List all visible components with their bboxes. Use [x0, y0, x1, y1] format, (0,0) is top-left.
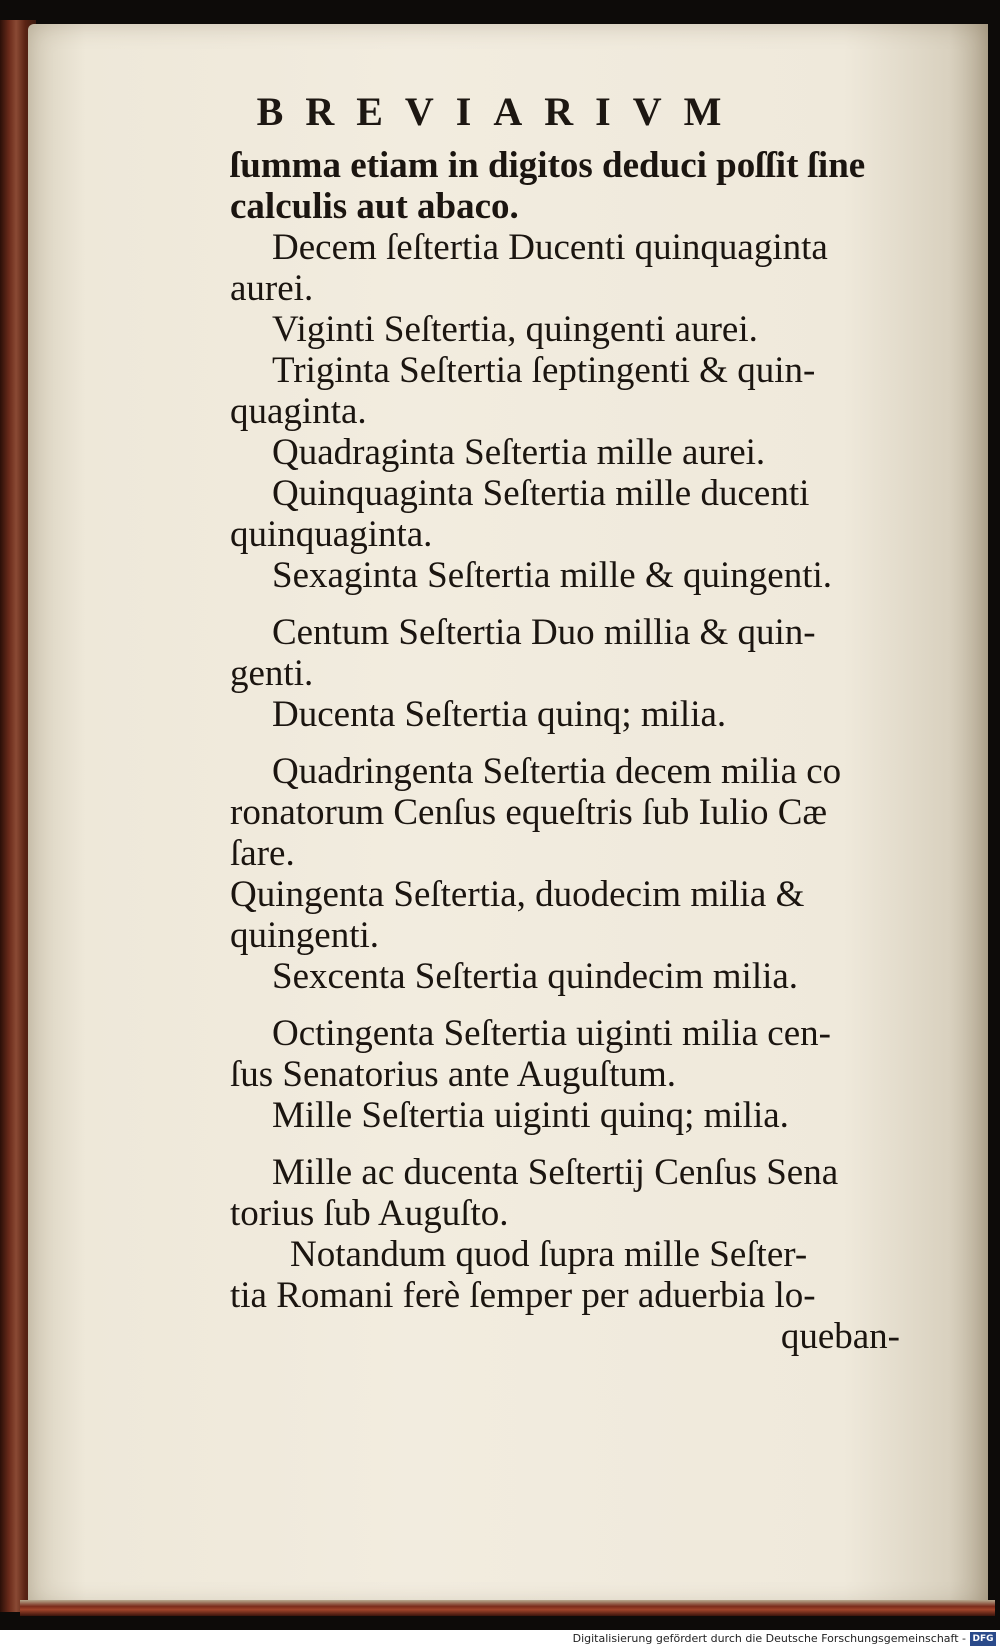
text-line: Quingenta Seſtertia, duodecim milia &	[230, 874, 805, 915]
dfg-logo: DFG	[970, 1632, 996, 1646]
book-bottom-edge	[20, 1600, 995, 1616]
text-line: quinquaginta.	[230, 514, 433, 555]
page-text	[230, 145, 930, 1357]
text-line: Decem ſeſtertia Ducenti quinquaginta	[272, 227, 828, 268]
text-line: genti.	[230, 653, 314, 694]
text-line: Sexaginta Seſtertia mille & quingenti.	[272, 555, 833, 596]
text-line: quingenti.	[230, 915, 380, 956]
text-line: ſare.	[230, 833, 295, 874]
text-line: quaginta.	[230, 391, 367, 432]
text-line: Triginta Seſtertia ſeptingenti & quin-	[272, 350, 816, 391]
digitization-footer	[0, 1630, 1000, 1649]
text-line: Quadraginta Seſtertia mille aurei.	[272, 432, 766, 473]
text-line: Mille Seſtertia uiginti quinq; milia.	[272, 1095, 789, 1136]
text-line: ſumma etiam in digitos deduci poſſit ſine	[230, 145, 866, 186]
text-line: calculis aut abaco.	[230, 186, 519, 227]
text-line: Sexcenta Seſtertia quindecim milia.	[272, 956, 799, 997]
footer-credit: Digitalisierung gefördert durch die Deutsche Forschungsgemeinschaft -	[572, 1632, 966, 1645]
text-line: Quadringenta Seſtertia decem milia co	[272, 751, 842, 792]
text-line: Viginti Seſtertia, quingenti aurei.	[272, 309, 758, 350]
text-line: Centum Seſtertia Duo millia & quin-	[272, 612, 816, 653]
catchword: queban-	[780, 1316, 900, 1357]
text-line: ronatorum Cenſus equeſtris ſub Iulio Cæ	[230, 792, 828, 833]
text-line: Octingenta Seſtertia uiginti milia cen-	[272, 1013, 831, 1054]
text-line: Quinquaginta Seſtertia mille ducenti	[272, 473, 810, 514]
text-line: aurei.	[230, 268, 314, 309]
text-line: tia Romani ferè ſemper per aduerbia lo-	[230, 1275, 816, 1316]
running-head: BREVIARIVM	[256, 89, 744, 134]
text-line: ſus Senatorius ante Auguſtum.	[230, 1054, 677, 1095]
text-line: torius ſub Auguſto.	[230, 1193, 509, 1234]
text-line: Notandum quod ſupra mille Seſter-	[290, 1234, 808, 1275]
text-line: Mille ac ducenta Seſtertij Cenſus Sena	[272, 1152, 839, 1193]
text-line: Ducenta Seſtertia quinq; milia.	[272, 694, 727, 735]
